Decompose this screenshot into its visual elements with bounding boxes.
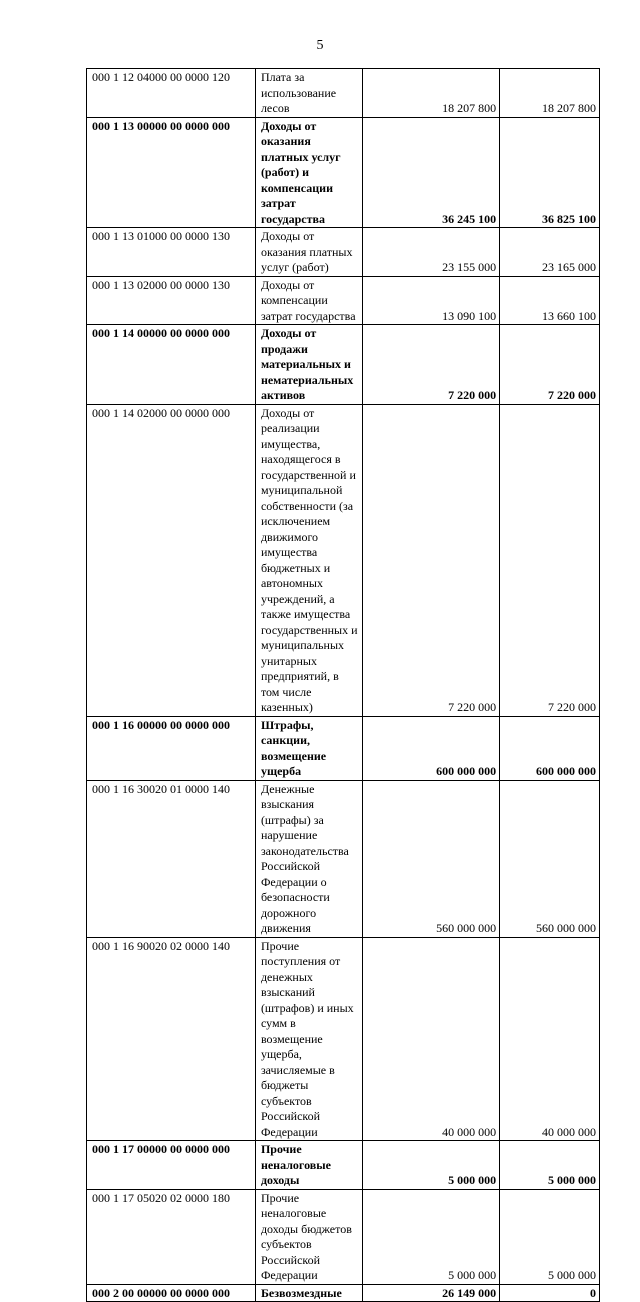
amount-year2-cell: 23 165 000 xyxy=(500,228,600,277)
revenue-name-cell: Прочие неналоговые доходы бюджетов субъектов Российской Федерации xyxy=(255,1189,362,1284)
classification-code-cell: 000 1 16 30020 01 0000 140 xyxy=(87,780,256,937)
table-row xyxy=(87,117,600,228)
amount-year1-cell: 560 000 000 xyxy=(363,780,500,937)
amount-year1-cell: 13 090 100 xyxy=(363,276,500,325)
table-row xyxy=(87,1189,600,1284)
revenue-name-cell: Безвозмездные xyxy=(255,1284,362,1302)
classification-code-cell: 000 1 16 00000 00 0000 000 xyxy=(87,716,256,780)
amount-year2-cell: 7 220 000 xyxy=(500,404,600,716)
classification-code-cell: 000 1 12 04000 00 0000 120 xyxy=(87,69,256,118)
revenue-name-cell: Доходы от реализации имущества, находящегося в государственной и муниципальной собственности (за исключением движимого имущества бюджетных и автономных учреждений, а также имущества государственных и муниципальных унитарных предприятий, в том числе казенных) xyxy=(255,404,362,716)
classification-code-cell: 000 2 00 00000 00 0000 000 xyxy=(87,1284,256,1302)
classification-code-cell: 000 1 14 02000 00 0000 000 xyxy=(87,404,256,716)
amount-year2-cell: 560 000 000 xyxy=(500,780,600,937)
table-row xyxy=(87,937,600,1141)
amount-year2-cell: 18 207 800 xyxy=(500,69,600,118)
classification-code-cell: 000 1 17 00000 00 0000 000 xyxy=(87,1141,256,1190)
amount-year1-cell: 5 000 000 xyxy=(363,1189,500,1284)
classification-code-cell: 000 1 13 01000 00 0000 130 xyxy=(87,228,256,277)
table-row xyxy=(87,1141,600,1190)
page-number: 5 xyxy=(316,38,324,53)
revenue-name-cell: Доходы от оказания платных услуг (работ) и компенсации затрат государства xyxy=(255,117,362,228)
amount-year2-cell: 7 220 000 xyxy=(500,325,600,405)
amount-year1-cell: 18 207 800 xyxy=(363,69,500,118)
amount-year2-cell: 600 000 000 xyxy=(500,716,600,780)
amount-year1-cell: 26 149 000 xyxy=(363,1284,500,1302)
table-row xyxy=(87,404,600,716)
table-row xyxy=(87,780,600,937)
classification-code-cell: 000 1 17 05020 02 0000 180 xyxy=(87,1189,256,1284)
revenue-table xyxy=(86,68,600,1302)
revenue-table-body xyxy=(87,69,600,1302)
revenue-name-cell: Прочие неналоговые доходы xyxy=(255,1141,362,1190)
classification-code-cell: 000 1 16 90020 02 0000 140 xyxy=(87,937,256,1141)
amount-year1-cell: 5 000 000 xyxy=(363,1141,500,1190)
amount-year2-cell: 13 660 100 xyxy=(500,276,600,325)
revenue-name-cell: Плата за использование лесов xyxy=(255,69,362,118)
table-row xyxy=(87,716,600,780)
table-row xyxy=(87,276,600,325)
classification-code-cell: 000 1 13 02000 00 0000 130 xyxy=(87,276,256,325)
amount-year2-cell: 0 xyxy=(500,1284,600,1302)
amount-year2-cell: 5 000 000 xyxy=(500,1189,600,1284)
amount-year2-cell: 36 825 100 xyxy=(500,117,600,228)
amount-year2-cell: 40 000 000 xyxy=(500,937,600,1141)
revenue-name-cell: Доходы от компенсации затрат государства xyxy=(255,276,362,325)
amount-year1-cell: 7 220 000 xyxy=(363,325,500,405)
revenue-name-cell: Штрафы, санкции, возмещение ущерба xyxy=(255,716,362,780)
amount-year1-cell: 23 155 000 xyxy=(363,228,500,277)
amount-year1-cell: 36 245 100 xyxy=(363,117,500,228)
amount-year1-cell: 7 220 000 xyxy=(363,404,500,716)
amount-year2-cell: 5 000 000 xyxy=(500,1141,600,1190)
revenue-name-cell: Доходы от оказания платных услуг (работ) xyxy=(255,228,362,277)
classification-code-cell: 000 1 14 00000 00 0000 000 xyxy=(87,325,256,405)
table-row xyxy=(87,228,600,277)
table-row xyxy=(87,69,600,118)
revenue-name-cell: Денежные взыскания (штрафы) за нарушение законодательства Российской Федерации о безопасности дорожного движения xyxy=(255,780,362,937)
table-row xyxy=(87,325,600,405)
revenue-name-cell: Доходы от продажи материальных и нематериальных активов xyxy=(255,325,362,405)
classification-code-cell: 000 1 13 00000 00 0000 000 xyxy=(87,117,256,228)
amount-year1-cell: 40 000 000 xyxy=(363,937,500,1141)
revenue-name-cell: Прочие поступления от денежных взысканий (штрафов) и иных сумм в возмещение ущерба, зачисляемые в бюджеты субъектов Российской Федерации xyxy=(255,937,362,1141)
amount-year1-cell: 600 000 000 xyxy=(363,716,500,780)
table-row xyxy=(87,1284,600,1302)
